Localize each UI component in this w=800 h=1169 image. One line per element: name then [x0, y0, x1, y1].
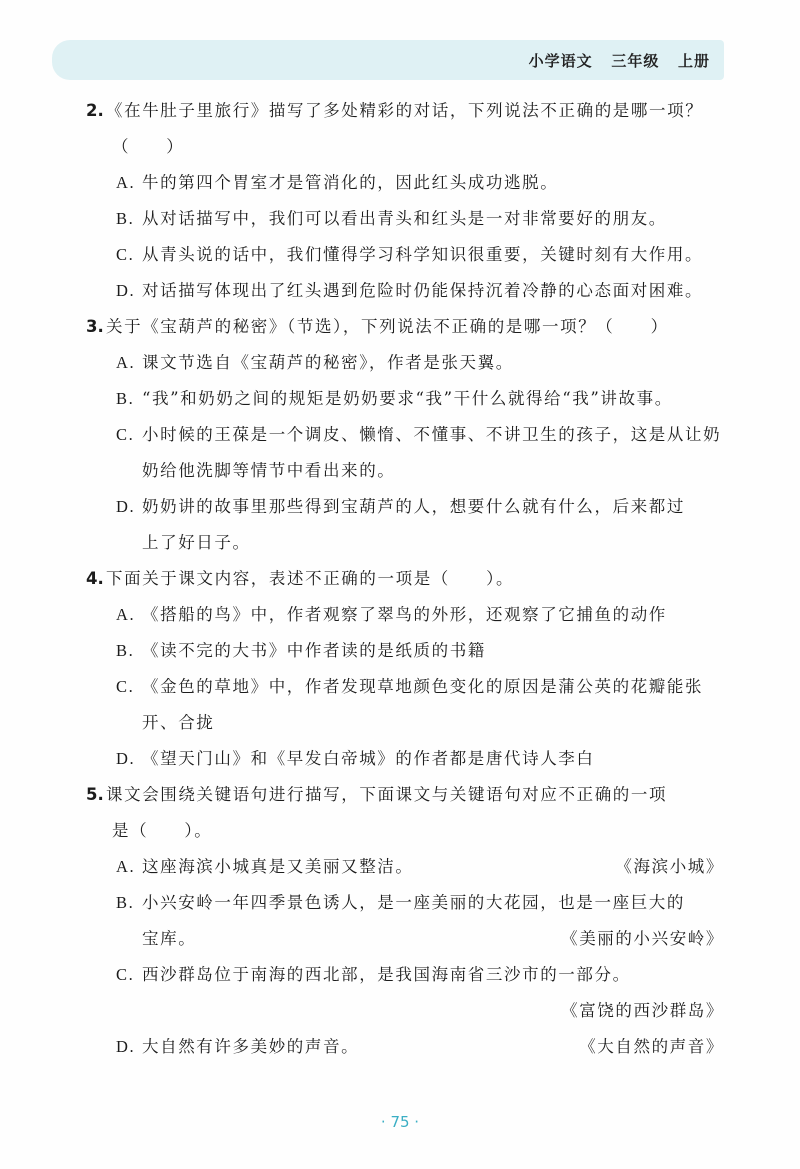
option-c — [86, 957, 730, 1029]
option-b — [86, 201, 730, 237]
option-text: 对话描写体现出了红头遇到危险时仍能保持沉着冷静的心态面对困难。 — [142, 281, 704, 300]
page-header-title: 小学语文 三年级 上册 — [528, 52, 710, 70]
question-number: 3. — [86, 317, 104, 336]
option-d — [86, 741, 730, 777]
option-letter: D. — [116, 1037, 136, 1056]
option-text: 《搭船的鸟》中，作者观察了翠鸟的外形，还观察了它捕鱼的动作 — [142, 605, 667, 624]
option-letter: B. — [116, 209, 135, 228]
question-stem-line: 《在牛肚子里旅行》描写了多处精彩的对话，下列说法不正确的是哪一项？ — [106, 101, 704, 120]
option-text: 《望天门山》和《早发白帝城》的作者都是唐代诗人李白 — [142, 749, 595, 768]
option-text: 从青头说的话中，我们懂得学习科学知识很重要，关键时刻有大作用。 — [142, 245, 704, 264]
option-letter: A. — [116, 857, 136, 876]
option-letter: D. — [116, 497, 136, 516]
question-stem-line: 课文会围绕关键语句进行描写，下面课文与关键语句对应不正确的一项 — [106, 785, 668, 804]
option-b — [86, 381, 730, 417]
question-3 — [86, 309, 730, 561]
option-letter: C. — [116, 245, 135, 264]
option-letter: D. — [116, 749, 136, 768]
option-d — [86, 273, 730, 309]
option-letter: C. — [116, 425, 135, 444]
option-d — [86, 489, 730, 561]
option-text: 奶奶讲的故事里那些得到宝葫芦的人，想要什么就有什么，后来都过 — [142, 497, 685, 516]
option-letter: B. — [116, 893, 135, 912]
option-text: 牛的第四个胃室才是管消化的，因此红头成功逃脱。 — [142, 173, 559, 192]
source-title: 《富饶的西沙群岛》 — [561, 1001, 724, 1020]
source-title: 《大自然的声音》 — [579, 1037, 724, 1056]
option-d — [86, 1029, 730, 1065]
question-number: 4. — [86, 569, 104, 588]
option-c — [86, 669, 730, 741]
option-text: 开、合拢 — [142, 713, 215, 732]
option-b — [86, 885, 730, 957]
option-text: 这座海滨小城真是又美丽又整洁。 — [142, 857, 414, 876]
option-letter: B. — [116, 641, 135, 660]
option-letter: A. — [116, 353, 136, 372]
option-text: 西沙群岛位于南海的西北部，是我国海南省三沙市的一部分。 — [142, 965, 631, 984]
question-5 — [86, 777, 730, 1065]
question-stem-line: 是（ ）。 — [112, 821, 213, 840]
option-text: 上了好日子。 — [142, 533, 251, 552]
question-stem-line: 下面关于课文内容，表述不正确的一项是（ ）。 — [106, 569, 515, 588]
option-letter: A. — [116, 173, 136, 192]
option-text: 奶给他洗脚等情节中看出来的。 — [142, 461, 396, 480]
option-letter: D. — [116, 281, 136, 300]
question-4 — [86, 561, 730, 777]
option-a — [86, 345, 730, 381]
option-letter: A. — [116, 605, 136, 624]
option-text: 《读不完的大书》中作者读的是纸质的书籍 — [142, 641, 486, 660]
question-2 — [86, 93, 730, 309]
option-c — [86, 417, 730, 489]
page-number: · 75 · — [380, 1113, 420, 1131]
question-list — [86, 93, 730, 1065]
source-title: 《海滨小城》 — [615, 857, 724, 876]
option-a — [86, 597, 730, 633]
option-a — [86, 849, 730, 885]
question-stem-line: （ ） — [112, 137, 185, 156]
source-title: 《美丽的小兴安岭》 — [561, 929, 724, 948]
option-letter: C. — [116, 965, 135, 984]
option-a — [86, 165, 730, 201]
option-text: 课文节选自《宝葫芦的秘密》，作者是张天翼。 — [142, 353, 514, 372]
option-text: “我”和奶奶之间的规矩是奶奶要求“我”干什么就得给“我”讲故事。 — [142, 389, 673, 408]
option-text: 小时候的王葆是一个调皮、懒惰、不懂事、不讲卫生的孩子，这是从让奶 — [142, 425, 722, 444]
option-letter: B. — [116, 389, 135, 408]
option-text: 从对话描写中，我们可以看出青头和红头是一对非常要好的朋友。 — [142, 209, 667, 228]
option-letter: C. — [116, 677, 135, 696]
option-c — [86, 237, 730, 273]
question-number: 5. — [86, 785, 104, 804]
option-b — [86, 633, 730, 669]
question-stem-line: 关于《宝葫芦的秘密》（节选），下列说法不正确的是哪一项？（ ） — [106, 317, 669, 336]
option-text: 小兴安岭一年四季景色诱人，是一座美丽的大花园，也是一座巨大的 — [142, 893, 685, 912]
option-text: 宝库。 — [142, 929, 197, 948]
question-number: 2. — [86, 101, 104, 120]
option-text: 大自然有许多美妙的声音。 — [142, 1037, 360, 1056]
option-text: 《金色的草地》中，作者发现草地颜色变化的原因是蒲公英的花瓣能张 — [142, 677, 704, 696]
